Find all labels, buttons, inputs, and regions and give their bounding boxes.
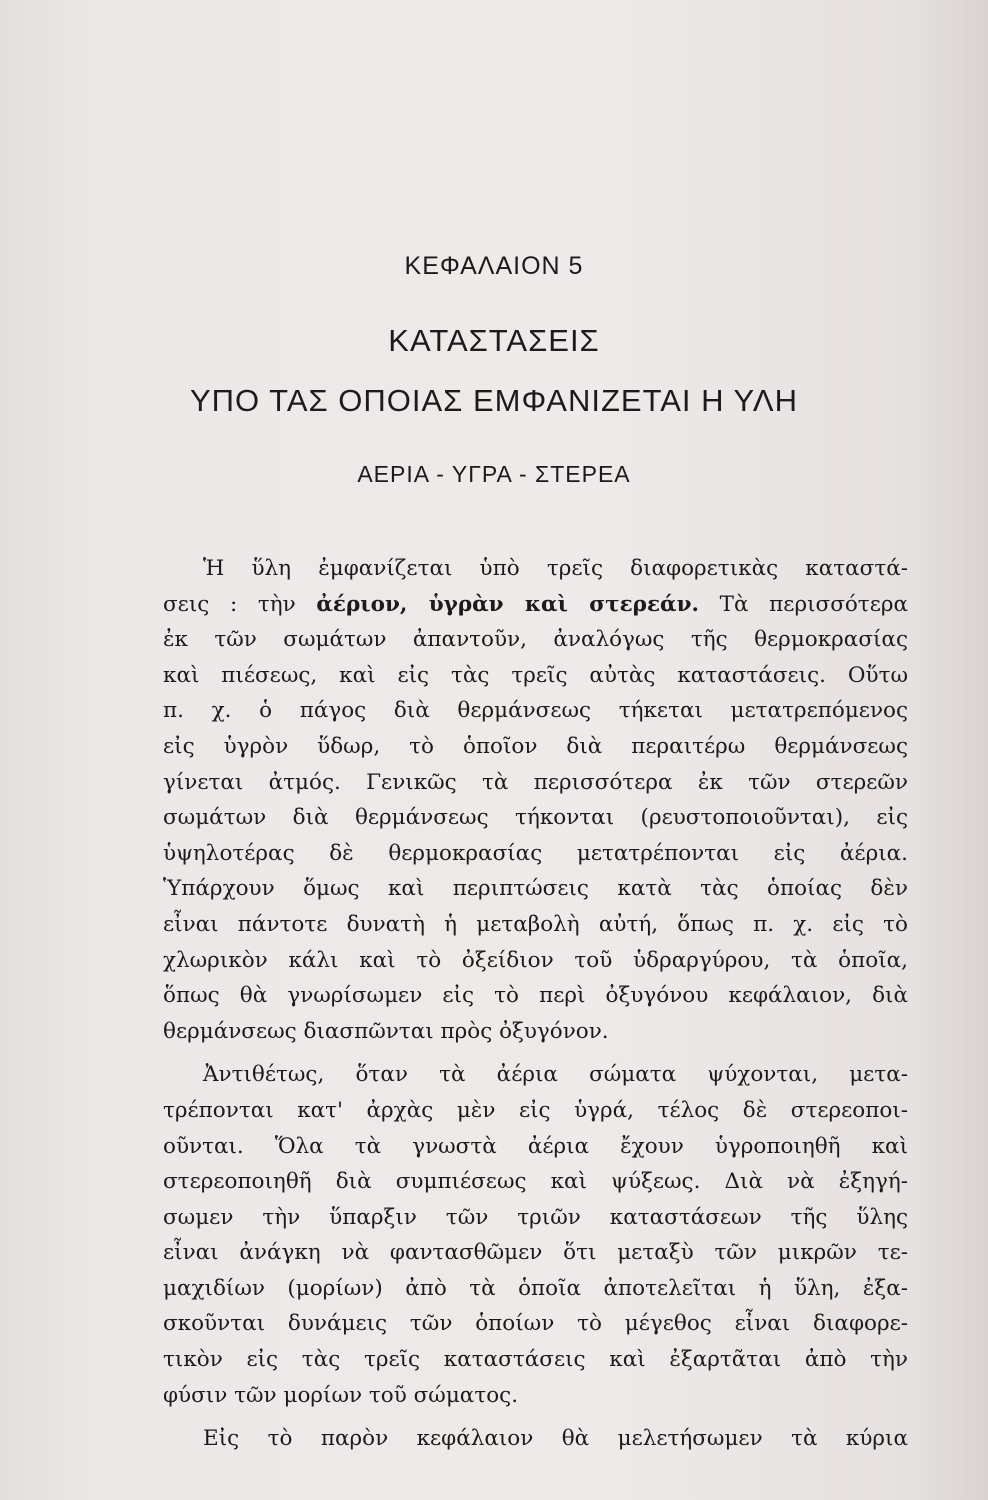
chapter-title-line-2: ΥΠΟ ΤΑΣ ΟΠΟΙΑΣ ΕΜΦΑΝΙΖΕΤΑΙ Η ΥΛΗ (189, 383, 799, 418)
body-text (163, 551, 908, 1457)
text-line: θερμάνσεως διασπῶνται πρὸς ὀξυγόνον. (163, 1018, 609, 1044)
text-line: χλωρικὸν κάλι καὶ τὸ ὀξείδιον τοῦ ὑδραργύρου, τὰ ὁποῖα, (163, 947, 908, 973)
text-line: ἐκ τῶν σωμάτων ἀπαντοῦν, ἀναλόγως τῆς θερμοκρασίας (163, 627, 908, 653)
text-line: εἰς ὑγρὸν ὕδωρ, τὸ ὁποῖον διὰ περαιτέρω θερμάνσεως (163, 733, 908, 759)
text-line: σωμάτων διὰ θερμάνσεως τήκονται (ρευστοποιοῦνται), εἰς (163, 805, 908, 831)
text-line: στερεοποιηθῆ διὰ συμπιέσεως καὶ ψύξεως. Διὰ νὰ ἐξηγή- (163, 1169, 908, 1195)
text-line: οῦνται. Ὅλα τὰ γνωστὰ ἀέρια ἔχουν ὑγροποιηθῆ καὶ (163, 1133, 908, 1159)
bold-terms: ἀέριον, ὑγρὰν καὶ στερεάν. (316, 591, 699, 617)
text-line (163, 587, 908, 623)
text-line: φύσιν τῶν μορίων τοῦ σώματος. (163, 1382, 519, 1408)
paragraph-3 (163, 1421, 908, 1457)
text-line: εἶναι πάντοτε δυνατὴ ἡ μεταβολὴ αὐτή, ὅπως π. χ. εἰς τὸ (163, 911, 908, 937)
text-line: π. χ. ὁ πάγος διὰ θερμάνσεως τήκεται μετατρεπόμενος (163, 698, 908, 724)
paragraph-2 (163, 1057, 908, 1413)
text-run: σεις : τὴν (163, 591, 317, 617)
chapter-number: ΚΕΦΑΛΑΙΟΝ 5 (404, 252, 584, 280)
paragraph-1 (163, 551, 908, 1049)
text-line: γίνεται ἀτμός. Γενικῶς τὰ περισσότερα ἐκ τῶν στερεῶν (163, 769, 908, 795)
chapter-subtitle: ΑΕΡΙΑ - ΥΓΡΑ - ΣΤΕΡΕΑ (357, 461, 631, 487)
text-line: καὶ πιέσεως, καὶ εἰς τὰς τρεῖς αὐτὰς καταστάσεις. Οὕτω (163, 662, 908, 688)
text-line: μαχιδίων (μορίων) ἀπὸ τὰ ὁποῖα ἀποτελεῖται ἡ ὕλη, ἐξα- (163, 1275, 908, 1301)
text-line: σκοῦνται δυνάμεις τῶν ὁποίων τὸ μέγεθος εἶναι διαφορε- (163, 1311, 908, 1337)
text-line: Ἀντιθέτως, ὅταν τὰ ἀέρια σώματα ψύχονται, μετα- (203, 1062, 908, 1088)
text-line: ὑψηλοτέρας δὲ θερμοκρασίας μετατρέπονται εἰς ἀέρια. (163, 840, 908, 866)
text-line: εἶναι ἀνάγκη νὰ φαντασθῶμεν ὅτι μεταξὺ τῶν μικρῶν τε- (163, 1240, 908, 1266)
text-line: τικὸν εἰς τὰς τρεῖς καταστάσεις καὶ ἐξαρτᾶται ἀπὸ τὴν (163, 1347, 908, 1373)
text-line: Ὑπάρχουν ὅμως καὶ περιπτώσεις κατὰ τὰς ὁποίας δὲν (163, 876, 908, 902)
text-line: σωμεν τὴν ὕπαρξιν τῶν τριῶν καταστάσεων τῆς ὕλης (163, 1204, 908, 1230)
chapter-title-line-1: ΚΑΤΑΣΤΑΣΕΙΣ (388, 323, 600, 358)
text-line: Εἰς τὸ παρὸν κεφάλαιον θὰ μελετήσωμεν τὰ κύρια (203, 1426, 908, 1452)
text-run: Τὰ περισσότερα (699, 591, 909, 617)
text-line: ὅπως θὰ γνωρίσωμεν εἰς τὸ περὶ ὀξυγόνου κεφάλαιον, διὰ (163, 983, 908, 1009)
text-line: τρέπονται κατ' ἀρχὰς μὲν εἰς ὑγρά, τέλος δὲ στερεοποι- (163, 1097, 908, 1123)
text-line: Ἡ ὕλη ἐμφανίζεται ὑπὸ τρεῖς διαφορετικὰς καταστά- (203, 556, 908, 581)
